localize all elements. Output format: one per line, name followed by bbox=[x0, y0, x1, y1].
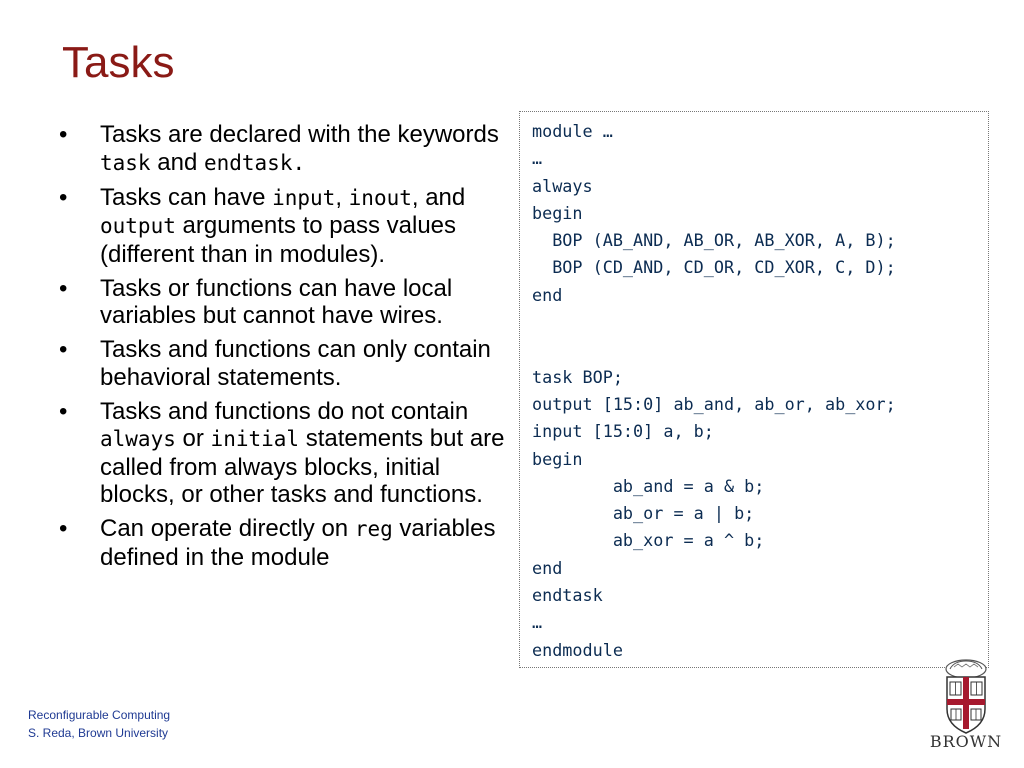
code-listing: module … … always begin BOP (AB_AND, AB_OR, AB_XOR, A, B); BOP (CD_AND, CD_OR, CD_XOR, C, D); end task BOP; output [15:0] ab_and, ab_or, ab_xor; input [15:0] a, b; begin ab_and = a & b; ab_or = a | b; ab_xor = a ^ b; end endtask … endmodule bbox=[532, 121, 896, 660]
bullet-dot: • bbox=[59, 336, 68, 363]
bullet-dot: • bbox=[59, 183, 68, 211]
bullet-text: Tasks are declared with the keywords bbox=[100, 121, 499, 148]
bullet-dot: • bbox=[59, 515, 68, 542]
bullet-dot: • bbox=[59, 274, 68, 302]
bullet-item bbox=[58, 121, 508, 177]
bullet-text: Tasks and functions can only contain behavioral statements. bbox=[100, 336, 491, 391]
bullet-text: Tasks or functions can have local variables but cannot have wires. bbox=[100, 274, 453, 329]
bullet-item bbox=[58, 398, 508, 509]
bullet-item bbox=[58, 336, 508, 391]
bullet-text: , and bbox=[411, 183, 466, 211]
footer bbox=[28, 706, 170, 742]
footer-course: Reconfigurable Computing bbox=[28, 708, 171, 722]
bullet-item bbox=[58, 515, 508, 571]
bullet-code-term: inout bbox=[348, 185, 412, 210]
bullet-code-term: reg bbox=[354, 517, 393, 541]
footer-author: S. Reda, Brown University bbox=[28, 726, 169, 740]
brown-crest-icon bbox=[918, 655, 1014, 755]
code-box bbox=[519, 111, 989, 668]
bullet-dot: • bbox=[59, 121, 68, 148]
bullet-list bbox=[58, 121, 508, 578]
bullet-dot: • bbox=[59, 397, 68, 425]
bullet-text: Tasks can have bbox=[100, 183, 273, 211]
bullet-text: or bbox=[175, 425, 211, 452]
bullet-code-term: always bbox=[100, 427, 176, 451]
bullet-item bbox=[58, 184, 508, 269]
bullet-code-term: endtask. bbox=[203, 150, 306, 175]
slide-title: Tasks bbox=[62, 38, 175, 87]
bullet-code-term: input bbox=[272, 185, 336, 210]
logo-wordmark: BROWN bbox=[929, 732, 1003, 751]
bullet-code-term: output bbox=[100, 214, 176, 238]
bullet-text: Can operate directly on bbox=[100, 515, 355, 542]
bullet-text: , bbox=[335, 183, 349, 211]
brown-university-logo bbox=[918, 655, 1014, 755]
bullet-text: arguments to pass values (different than in modules). bbox=[100, 212, 457, 268]
bullet-text: variables defined in the module bbox=[100, 515, 496, 571]
bullet-code-term: initial bbox=[210, 427, 300, 451]
bullet-text: and bbox=[150, 148, 204, 176]
bullet-code-term: task bbox=[100, 150, 151, 175]
bullet-item bbox=[58, 275, 508, 330]
bullet-text: Tasks and functions do not contain bbox=[100, 397, 469, 425]
bullet-text: statements but are called from always blocks, initial blocks, or other tasks and functions. bbox=[100, 425, 505, 508]
